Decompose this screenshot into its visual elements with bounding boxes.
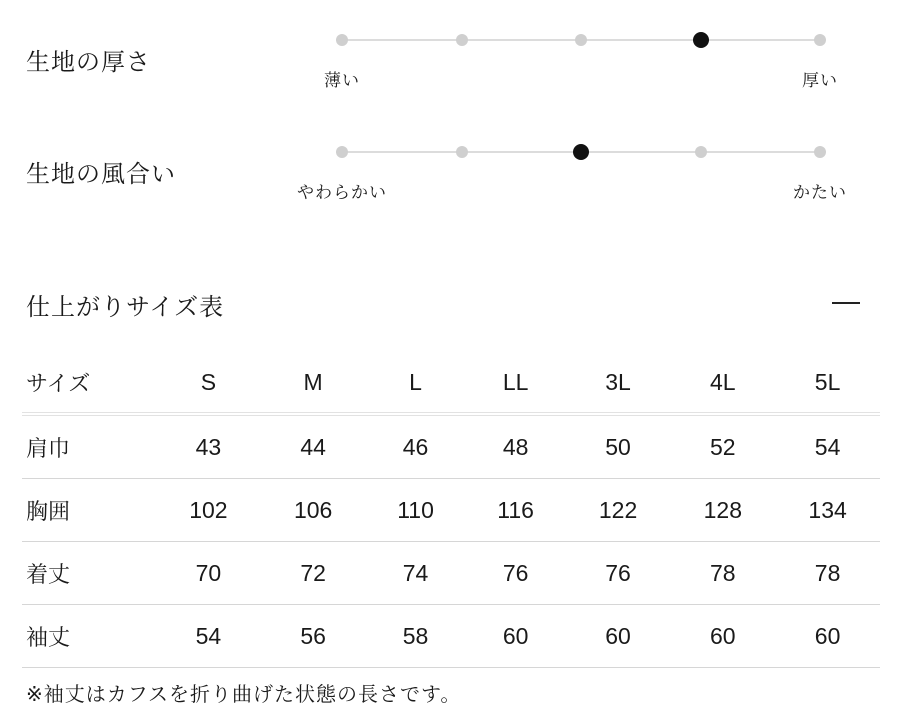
table-cell: 56 [300,622,326,649]
scale-left-label: やわらかい [297,183,387,203]
scale-dot [814,146,826,158]
scale-dot [336,34,348,46]
scale-right-label: かたい [793,183,847,203]
scale-dot-selected [693,32,709,48]
table-cell: 134 [808,496,847,523]
table-cell: 122 [598,496,638,523]
table-cell: 116 [497,496,534,523]
scale-dot [456,34,468,46]
table-cell: 110 [397,496,434,523]
table-row [22,479,880,542]
table-cell: 60 [502,622,529,649]
size-section-title: 仕上がりサイズ表 [26,293,225,321]
table-cell: 76 [502,559,529,586]
table-cell: 48 [502,433,529,460]
row-label: 袖丈 [26,625,71,651]
collapse-minus-icon[interactable] [832,302,860,304]
table-cell: 44 [300,433,326,460]
table-cell: 78 [710,559,736,586]
size-col-header: LL [502,368,529,395]
table-cell: 54 [195,622,222,649]
table-row [22,542,880,605]
size-col-header: M [303,368,323,395]
table-cell: 46 [402,433,429,460]
row-label: 肩巾 [26,436,71,462]
scale-dot [575,34,587,46]
size-col-header: 3L [605,368,631,395]
table-cell: 72 [300,559,326,586]
table-cell: 43 [195,433,222,460]
scale-title: 生地の厚さ [26,48,151,76]
table-cell: 70 [195,559,222,586]
table-cell: 58 [402,622,429,649]
table-cell: 52 [710,433,736,460]
size-col-header: L [409,368,422,395]
scale-right-label: 厚い [802,71,838,91]
size-header-label: サイズ [26,371,91,397]
table-cell: 106 [293,496,333,523]
scale-left-label: 薄い [324,71,360,91]
table-cell: 60 [605,622,631,649]
scale-dot [695,146,707,158]
table-cell: 76 [605,559,631,586]
row-label: 胸囲 [26,499,71,525]
scale-title: 生地の風合い [26,160,176,188]
size-note: ※袖丈はカフスを折り曲げた状態の長さです。 [26,682,462,706]
scale-dot-selected [573,144,589,160]
table-cell: 78 [814,559,841,586]
table-cell: 54 [814,433,841,460]
table-row [22,414,880,479]
table-cell: 128 [703,496,742,523]
table-cell: 74 [402,559,429,586]
size-col-header: 5L [814,368,841,395]
size-col-header: 4L [710,368,736,395]
table-row [22,605,880,668]
scale-dot [336,146,348,158]
table-cell: 102 [189,496,228,523]
row-label: 着丈 [26,562,71,588]
table-cell: 50 [605,433,631,460]
size-table-header-row [22,352,880,414]
size-table [22,352,880,668]
scale-dot [814,34,826,46]
table-cell: 60 [710,622,736,649]
size-col-header: S [200,368,217,395]
table-cell: 60 [814,622,841,649]
scale-dot [456,146,468,158]
